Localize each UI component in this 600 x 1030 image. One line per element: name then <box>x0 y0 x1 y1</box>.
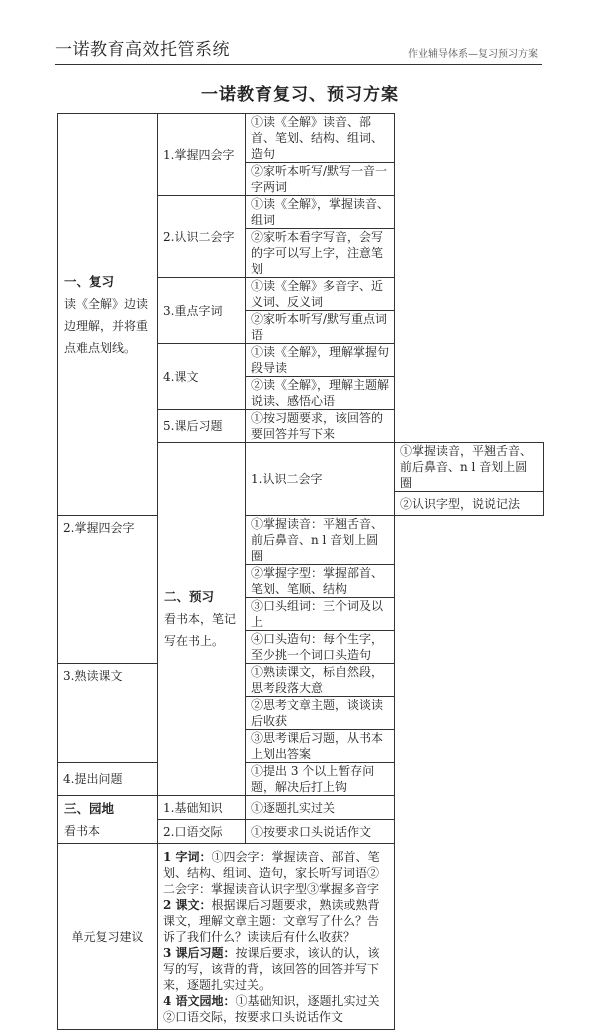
advice-content <box>158 844 395 1030</box>
table-row <box>58 763 544 796</box>
item-text: ①熟读课文，标自然段，思考段落大意 <box>246 664 395 697</box>
advice-paragraph <box>163 849 389 897</box>
advice-text: ①四会字：掌握读音、部首、笔划、结构、组词、造句，家长听写词语②二会字：掌握读音认识字型③掌握多音字 <box>163 849 380 896</box>
item-text: ①掌握读音，平翘舌音、前后鼻音、n l 音划上圆圈 <box>395 443 544 492</box>
advice-text: 按课后要求，该认的认，该写的写，该背的背，该回答的回答并写下来，逐题扎实过关。 <box>163 945 380 992</box>
item-text: ②读《全解》，理解主题解说读、感悟心语 <box>246 377 395 410</box>
table-row <box>58 114 544 163</box>
advice-text: 根据课后习题要求，熟读或熟背课文，理解文章主题：文章写了什么？告诉了我们什么？读读后有什么收获？ <box>163 897 380 944</box>
advice-paragraph <box>163 945 389 993</box>
section-title: 三、园地 <box>64 800 115 816</box>
category-label: 2.认识二会字 <box>158 196 246 278</box>
item-text: ④口头造句：每个生字，至少挑一个词口头造句 <box>246 631 395 664</box>
header-subtitle: 作业辅导体系—复习预习方案 <box>408 49 538 60</box>
advice-title: 3 课后习题： <box>163 945 236 960</box>
item-text: ①按习题要求，该回答的要回答并写下来 <box>246 410 395 443</box>
item-text: ①掌握读音：平翘舌音、前后鼻音、n l 音划上圆圈 <box>246 516 395 565</box>
item-text: ①读《全解》多音字、近义词、反义词 <box>246 278 395 311</box>
category-label: 4.提出问题 <box>58 763 158 796</box>
item-text: ③思考课后习题，从书本上划出答案 <box>246 730 395 763</box>
table-row <box>58 664 544 697</box>
section-preview <box>158 443 246 796</box>
category-label: 1.认识二会字 <box>246 443 395 516</box>
section-title: 二、预习 <box>164 589 215 604</box>
item-text: ②家听本看字写音，会写的字可以写上字，注意笔划 <box>246 229 395 278</box>
category-label: 2.口语交际 <box>158 820 246 844</box>
advice-title: 1 字词： <box>163 849 212 864</box>
page-header <box>55 38 542 65</box>
category-label: 3.熟读课文 <box>58 664 158 763</box>
header-brand: 一诺教育高效托管系统 <box>55 40 230 60</box>
item-text: ②家听本听写/默写一音一字两词 <box>246 163 395 196</box>
category-label: 4.课文 <box>158 344 246 410</box>
category-label: 1.基础知识 <box>158 796 246 820</box>
category-label: 2.掌握四会字 <box>58 516 158 664</box>
table-row <box>58 844 544 1030</box>
advice-title: 2 课文： <box>163 897 212 912</box>
section-title: 一、复习 <box>64 273 115 289</box>
plan-table <box>57 113 544 1030</box>
item-text: ①读《全解》，理解掌握句段导读 <box>246 344 395 377</box>
item-text: ①按要求口头说话作文 <box>246 820 395 844</box>
advice-paragraph <box>163 993 389 1025</box>
section-review <box>58 114 158 516</box>
category-label: 1.掌握四会字 <box>158 114 246 196</box>
section-desc: 看书本 <box>64 823 101 838</box>
advice-paragraph <box>163 897 389 945</box>
advice-title: 4 语文园地： <box>163 993 236 1008</box>
advice-label: 单元复习建议 <box>58 844 158 1030</box>
advice-text: ①基础知识，逐题扎实过关②口语交际，按要求口头说话作文 <box>163 993 380 1024</box>
item-text: ①读《全解》读音、部首、笔划、结构、组词、造句 <box>246 114 395 163</box>
item-text: ②认识字型，说说记法 <box>395 492 544 516</box>
category-label: 5.课后习题 <box>158 410 246 443</box>
item-text: ②掌握字型：掌握部首、笔划、笔顺、结构 <box>246 565 395 598</box>
section-desc: 看书本，笔记写在书上。 <box>164 612 237 648</box>
item-text: ②家听本听写/默写重点词语 <box>246 311 395 344</box>
document-title: 一诺教育复习、预习方案 <box>201 85 399 105</box>
section-desc: 读《全解》边读边理解，并将重点难点划线。 <box>64 296 149 355</box>
section-garden <box>58 796 158 844</box>
item-text: ①提出 3 个以上暂存问题，解决后打上钩 <box>246 763 395 796</box>
item-text: ①读《全解》，掌握读音、组词 <box>246 196 395 229</box>
category-label: 3.重点字词 <box>158 278 246 344</box>
table-row <box>58 796 544 820</box>
table-row <box>58 516 544 565</box>
item-text: ③口头组词：三个词及以上 <box>246 598 395 631</box>
item-text: ②思考文章主题，谈谈读后收获 <box>246 697 395 730</box>
item-text: ①逐题扎实过关 <box>246 796 395 820</box>
